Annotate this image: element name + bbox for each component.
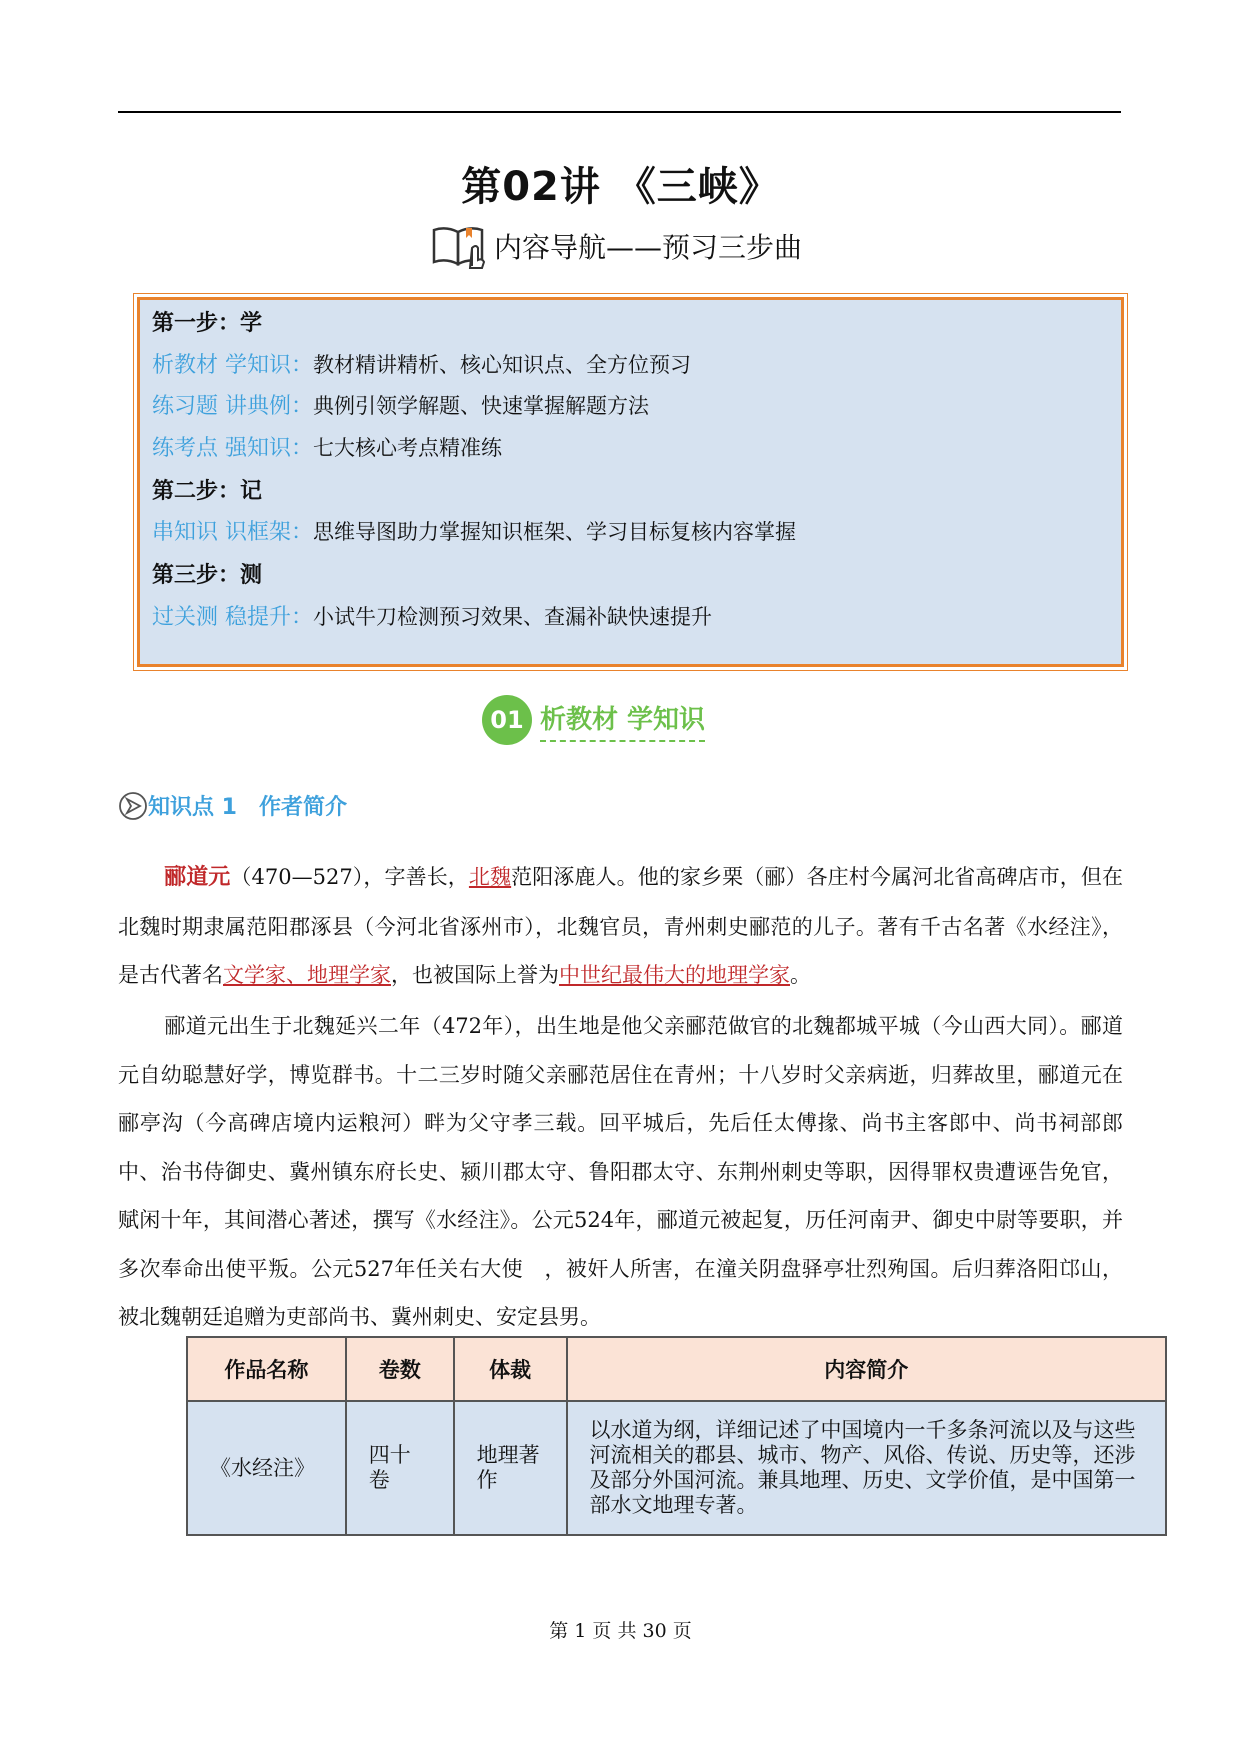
table-header-cell: 内容简介 (567, 1337, 1166, 1401)
roles-highlight: 文学家、地理学家 (223, 963, 391, 987)
step-item-desc: 七大核心考点精准练 (313, 436, 502, 460)
top-rule (118, 111, 1121, 113)
page-title: 第02讲 《三峡》 (461, 164, 780, 210)
text-run: 。 (790, 963, 811, 987)
table-cell: 地理著作 (454, 1401, 567, 1535)
content-nav-heading (430, 222, 802, 270)
table-header-cell: 作品名称 (187, 1337, 346, 1401)
dynasty-highlight: 北魏 (468, 865, 512, 889)
step-item-key: 练考点 强知识： (152, 436, 313, 461)
table-row (187, 1401, 1166, 1535)
knowledge-point-label: 知识点 1 (148, 795, 237, 820)
step-one-heading: 第一步：学 (152, 311, 263, 336)
works-table (186, 1336, 1167, 1536)
table-header-row (187, 1337, 1166, 1401)
section-badge (482, 692, 705, 748)
step-two-heading: 第二步：记 (152, 479, 263, 504)
arrow-circle-icon (118, 791, 148, 821)
table-cell: 以水道为纲，详细记述了中国境内一千多条河流以及与这些河流相关的郡县、城市、物产、风俗、传说、历史等，还涉及部分外国河流。兼具地理、历史、文学价值，是中国第一部水文地理专著。 (567, 1401, 1166, 1535)
step-item-desc: 思维导图助力掌握知识框架、学习目标复核内容掌握 (313, 520, 796, 544)
table-header-cell: 卷数 (346, 1337, 454, 1401)
step-item (152, 600, 712, 631)
subtitle-text: 内容导航——预习三步曲 (494, 231, 803, 264)
book-pointer-icon (430, 222, 490, 270)
step-item (152, 389, 649, 420)
section-number: 01 (482, 695, 532, 745)
biography-paragraph (118, 1002, 1123, 1342)
author-intro-paragraph (118, 853, 1123, 1000)
page-footer: 第 1 页 共 30 页 (549, 1620, 692, 1642)
step-three-heading: 第三步：测 (152, 563, 263, 588)
step-item-desc: 典例引领学解题、快速掌握解题方法 (313, 394, 649, 418)
author-name: 郦道元 (164, 865, 231, 890)
step-item (152, 515, 796, 546)
step-item-key: 过关测 稳提升： (152, 605, 313, 630)
honor-highlight: 中世纪最伟大的地理学家 (559, 963, 790, 987)
biography-text: 郦道元出生于北魏延兴二年（472年），出生地是他父亲郦范做官的北魏都城平城（今山西大同）。郦道元自幼聪慧好学，博览群书。十二三岁时随父亲郦范居住在青州；十八岁时父亲病逝，归葬故里，郦道元在郦亭沟（今高碑店境内运粮河）畔为父守孝三载。回平城后，先后任太傅掾、尚书主客郎中、尚书祠部郎中、治书侍御史、冀州镇东府长史、颍川郡太守、鲁阳郡太守、东荆州刺史等职，因得罪权贵遭诬告免官，赋闲十年，其间潜心著述，撰写《水经注》。公元524年，郦道元被起复，历任河南尹、御史中尉等要职，并多次奉命出使平叛。公元527年任关右大使 ，被奸人所害，在潼关阴盘驿亭壮烈殉国。后归葬洛阳邙山，被北魏朝廷追赠为吏部尚书、冀州刺史、安定县男。 (118, 1014, 1123, 1329)
table-cell: 四十卷 (346, 1401, 454, 1535)
steps-box (137, 297, 1124, 667)
step-item-key: 析教材 学知识： (152, 353, 313, 378)
step-item (152, 431, 502, 462)
step-item-desc: 教材精讲精析、核心知识点、全方位预习 (313, 353, 691, 377)
text-run: ，也被国际上誉为 (391, 963, 559, 987)
table-header-cell: 体裁 (454, 1337, 567, 1401)
knowledge-point-heading (118, 790, 347, 821)
knowledge-point-title: 作者简介 (258, 795, 347, 820)
text-run: 范阳涿鹿人。他的家乡栗（郦）各庄村今属河北省高碑店市，但在北魏时期隶属范阳郡涿县（今河北省涿州市），北魏官员，青州刺史郦范的儿子。著有千古名著《水经注》，是古代著名 (118, 865, 1124, 987)
table-cell: 《水经注》 (187, 1401, 346, 1535)
text-run: （470—527），字善长， (230, 865, 469, 889)
section-label: 析教材 学知识 (540, 699, 705, 742)
step-item-key: 串知识 识框架： (152, 520, 313, 545)
step-item (152, 348, 691, 379)
step-item-desc: 小试牛刀检测预习效果、查漏补缺快速提升 (313, 605, 712, 629)
step-item-key: 练习题 讲典例： (152, 394, 313, 419)
